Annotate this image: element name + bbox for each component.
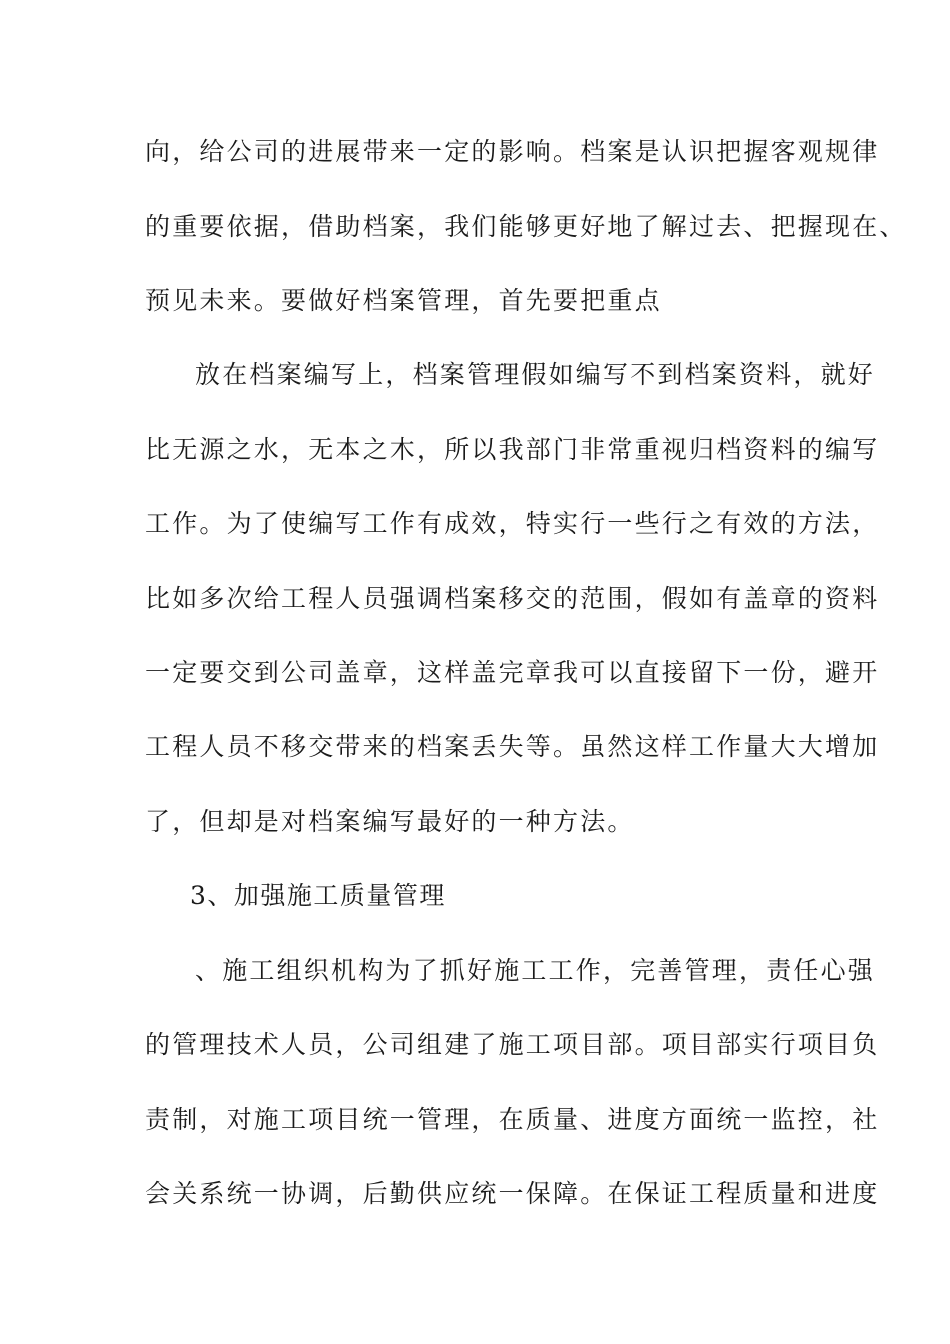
paragraph-line: 预见未来。要做好档案管理，首先要把重点: [145, 286, 662, 315]
paragraph-line: 工程人员不移交带来的档案丢失等。虽然这样工作量大大增加: [145, 732, 880, 761]
paragraph-line: 了，但却是对档案编写最好的一种方法。: [145, 807, 635, 836]
paragraph-line: 会关系统一协调，后勤供应统一保障。在保证工程质量和进度: [145, 1179, 880, 1208]
section-heading: 3、加强施工质量管理: [190, 881, 446, 910]
paragraph-line: 的管理技术人员，公司组建了施工项目部。项目部实行项目负: [145, 1030, 880, 1059]
paragraph-line: 向，给公司的进展带来一定的影响。档案是认识把握客观规律: [145, 137, 880, 166]
paragraph-line: 的重要依据，借助档案，我们能够更好地了解过去、把握现在、: [145, 212, 907, 241]
paragraph-line: 一定要交到公司盖章，这样盖完章我可以直接留下一份，避开: [145, 658, 880, 687]
paragraph-line: 比如多次给工程人员强调档案移交的范围，假如有盖章的资料: [145, 584, 880, 613]
paragraph-line: 放在档案编写上，档案管理假如编写不到档案资料，就好: [195, 360, 876, 389]
paragraph-line: 、施工组织机构为了抓好施工工作，完善管理，责任心强: [195, 956, 876, 985]
paragraph-line: 责制，对施工项目统一管理，在质量、进度方面统一监控，社: [145, 1105, 880, 1134]
paragraph-line: 比无源之水，无本之木，所以我部门非常重视归档资料的编写: [145, 435, 880, 464]
paragraph-line: 工作。为了使编写工作有成效，特实行一些行之有效的方法，: [145, 509, 880, 538]
